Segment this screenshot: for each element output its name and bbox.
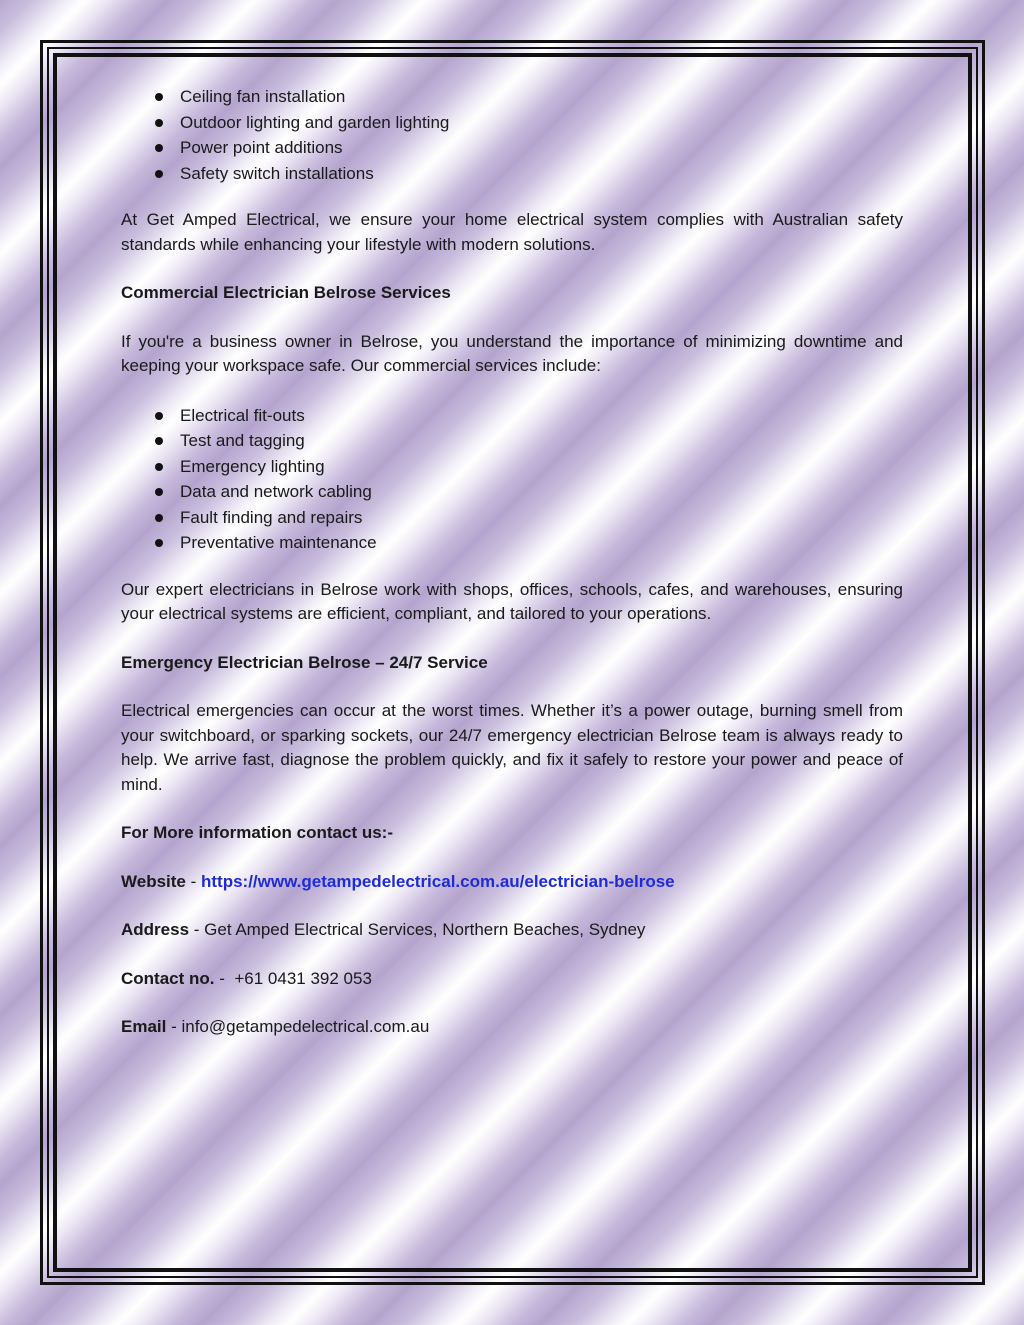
list-item-text: Test and tagging <box>180 431 305 450</box>
list-item-text: Outdoor lighting and garden lighting <box>180 112 450 132</box>
list-item <box>121 135 903 161</box>
bullet-icon <box>155 144 163 152</box>
phone-label: Contact no. <box>121 968 215 988</box>
website-link[interactable]: https://www.getampedelectrical.com.au/electrician-belrose <box>200 871 675 891</box>
commercial-services-list <box>121 403 903 556</box>
list-item <box>121 428 903 454</box>
bullet-icon <box>155 119 163 127</box>
website-separator: - <box>185 871 201 891</box>
expert-paragraph: Our expert electricians in Belrose work with shops, offices, schools, cafes, and warehouses, ensuring your electrical systems are efficient, compliant, and tailored to your operations. <box>121 579 903 623</box>
contact-heading: For More information contact us:- <box>121 823 393 842</box>
address-line <box>121 918 903 943</box>
phone-value: +61 0431 392 053 <box>234 968 372 988</box>
email-line <box>121 1015 903 1040</box>
phone-separator: - <box>214 968 235 988</box>
list-item-text: Ceiling fan installation <box>180 87 346 106</box>
list-item <box>121 479 903 505</box>
bullet-icon <box>155 170 163 178</box>
commercial-paragraph: If you're a business owner in Belrose, you understand the importance of minimizing downtime and keeping your workspace safe. Our commercial services include: <box>121 331 903 375</box>
list-item-text: Electrical fit-outs <box>180 405 305 425</box>
list-item <box>121 530 903 556</box>
address-value: Get Amped Electrical Services, Northern Beaches, Sydney <box>204 920 646 939</box>
list-item-text: Emergency lighting <box>180 456 325 476</box>
bullet-icon <box>155 412 163 420</box>
list-item-text: Power point additions <box>180 138 343 157</box>
bullet-icon <box>155 514 163 522</box>
list-item <box>121 84 903 110</box>
phone-line <box>121 967 903 992</box>
bullet-icon <box>155 93 163 101</box>
website-label: Website <box>121 871 186 891</box>
email-separator: - <box>166 1017 182 1036</box>
bullet-icon <box>155 437 163 445</box>
bullet-icon <box>155 463 163 471</box>
address-separator: - <box>189 920 205 939</box>
list-item <box>121 161 903 187</box>
list-item <box>121 110 903 136</box>
residential-services-list <box>121 84 903 186</box>
list-item-text: Fault finding and repairs <box>180 507 363 527</box>
list-item-text: Data and network cabling <box>180 482 372 501</box>
intro-paragraph: At Get Amped Electrical, we ensure your home electrical system complies with Australian safety standards while enhancing your lifestyle with modern solutions. <box>121 210 903 254</box>
address-label: Address <box>121 920 190 939</box>
bullet-icon <box>155 539 163 547</box>
list-item <box>121 454 903 480</box>
email-label: Email <box>121 1017 167 1036</box>
emergency-heading: Emergency Electrician Belrose – 24/7 Service <box>121 652 488 672</box>
bullet-icon <box>155 488 163 496</box>
email-value: info@getampedelectrical.com.au <box>181 1017 430 1036</box>
list-item <box>121 505 903 531</box>
emergency-paragraph: Electrical emergencies can occur at the worst times. Whether it’s a power outage, burning smell from your switchboard, or sparking sockets, our 24/7 emergency electrician Belrose team is always ready to help. We arrive fast, diagnose the problem quickly, and fix it safely to restore your power and peace of mind. <box>121 701 903 794</box>
list-item-text: Preventative maintenance <box>180 533 377 552</box>
document-body <box>121 84 903 1040</box>
commercial-heading: Commercial Electrician Belrose Services <box>121 283 451 302</box>
list-item <box>121 403 903 429</box>
list-item-text: Safety switch installations <box>180 163 374 183</box>
website-line <box>121 870 903 895</box>
